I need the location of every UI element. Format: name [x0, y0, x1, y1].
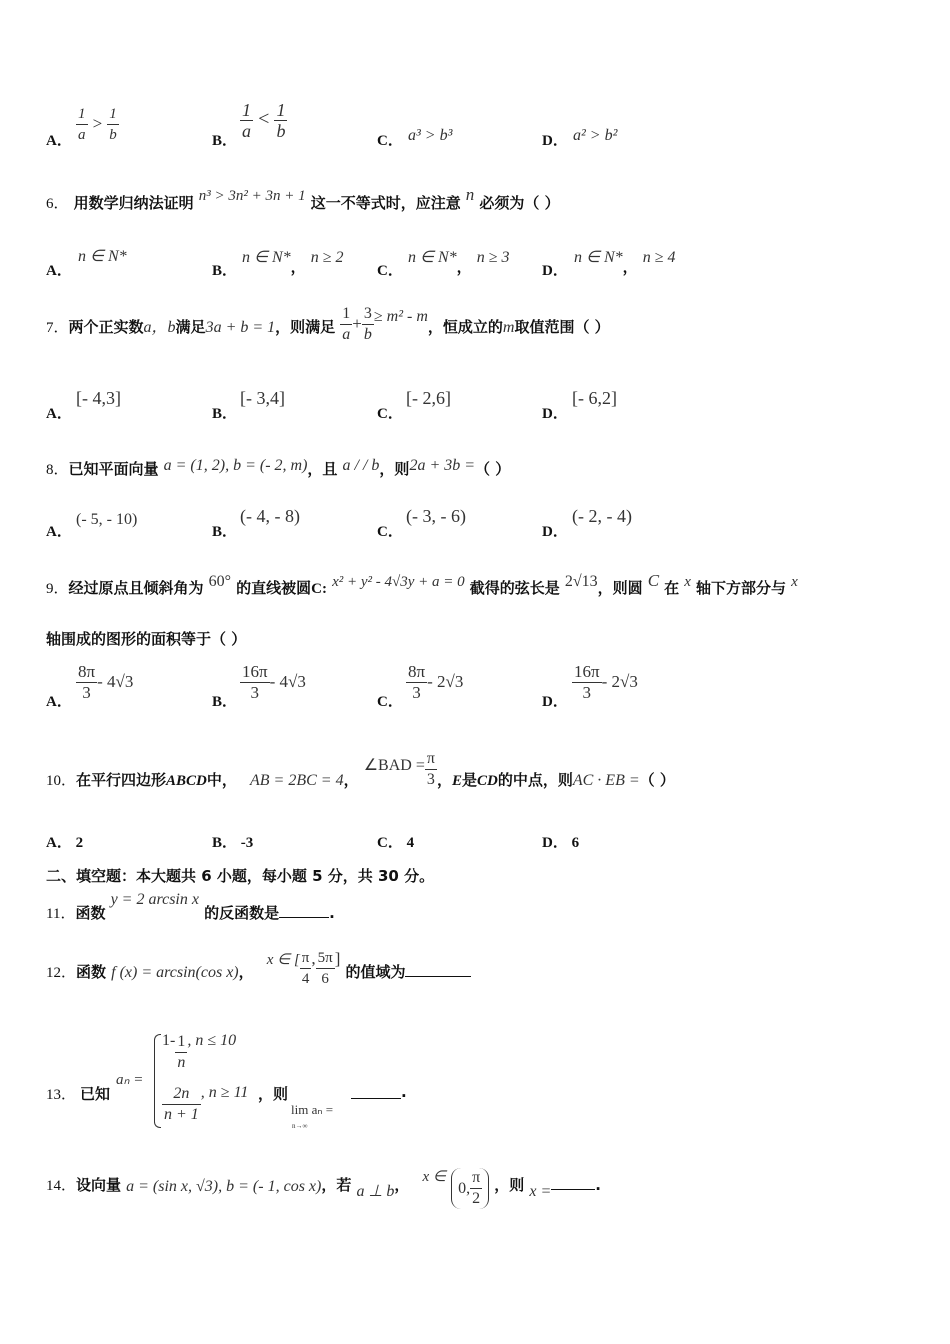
fraction: $\frac{5\pi}{6}$ — [317, 950, 333, 987]
fraction: $\frac{\pi}{2}$ — [472, 1169, 481, 1207]
question-number: 12． — [46, 965, 77, 981]
option-label: C． — [377, 263, 403, 279]
formula: f (x) = arcsin(cos x) — [111, 964, 239, 981]
option-d-expr: n ∈ N*， n ≥ 4 — [574, 249, 676, 276]
formula: a = (sin x, √3), b = (- 1, cos x) — [126, 1178, 322, 1195]
question-number: 6． — [46, 196, 69, 212]
option-label: C． — [377, 133, 403, 149]
option-label: C． — [377, 524, 403, 540]
option-a-expr: n ∈ N* — [78, 248, 127, 265]
option-label: A． — [46, 524, 72, 540]
answer-blank[interactable] — [279, 917, 329, 918]
option-label: D． — [542, 133, 568, 149]
option-b-expr: $\frac{1}{a}$ < $\frac{1}{b}$ — [242, 100, 286, 141]
question-6: 6． 用数学归纳法证明 n³ > 3n² + 3n + 1 这一不等式时，应注意 n 必须为（ ） — [46, 185, 560, 212]
option-label: B． — [212, 694, 238, 710]
option-label: B． — [212, 406, 238, 422]
question-10: 10．在平行四边形ABCD中， AB = 2BC = 4， ∠BAD = $\frac{\pi}{3}$ ，E是CD的中点，则AC · EB =（ ） — [46, 750, 675, 789]
option-a-expr: $\frac{8\pi}{3}$ - 4√3 — [78, 662, 134, 702]
fraction: $\frac{1}{b}$ — [276, 100, 286, 141]
question-14: 14．设向量 a = (sin x, √3), b = (- 1, cos x)，若 a ⊥ b， x ∈ 0, $\frac{\pi}{2}$ ，则 x = . — [46, 1169, 601, 1207]
fraction: $\frac{1}{b}$ — [109, 106, 117, 143]
fraction: $\frac{\pi}{3}$ — [426, 750, 435, 788]
option-label: C． — [377, 694, 403, 710]
question-9: 9．经过原点且倾斜角为 60° 的直线被圆C: x² + y² - 4√3y + a = 0 截得的弦长是 2√13，则圆 C 在 x 轴下方部分与 x — [46, 571, 798, 597]
option-label: B． — [212, 133, 238, 149]
option-label: A． — [46, 694, 72, 710]
case-2: $\frac{2n}{n + 1}$ , n ≥ 11 — [164, 1084, 249, 1123]
option-b-expr: [- 3,4] — [240, 388, 285, 408]
option-b-expr: (- 4, - 8) — [240, 506, 300, 526]
option-label: B． — [212, 524, 238, 540]
option-d-expr: $\frac{16\pi}{3}$ - 2√3 — [574, 662, 638, 702]
option-label: D． — [542, 694, 568, 710]
option-a-expr: [- 4,3] — [76, 388, 121, 408]
answer-blank[interactable] — [351, 1098, 401, 1099]
option-a-expr: $\frac{1}{a}$ > $\frac{1}{b}$ — [78, 106, 117, 143]
fraction: $\frac{16\pi}{3}$ — [242, 662, 268, 702]
fraction: $\frac{1}{a}$ — [242, 100, 251, 141]
option-label: D． — [542, 524, 568, 540]
fraction: $\frac{2n}{n + 1}$ — [164, 1085, 199, 1123]
fraction: $\frac{3}{b}$ — [363, 305, 372, 343]
fraction: $\frac{16\pi}{3}$ — [574, 662, 600, 702]
fraction: $\frac{1}{n}$ — [177, 1033, 186, 1071]
option-label: B． — [212, 263, 238, 279]
option-c-expr: n ∈ N*， n ≥ 3 — [408, 249, 510, 276]
option-label: D． — [542, 263, 568, 279]
question-number: 13． — [46, 1087, 77, 1103]
question-12: 12．函数 f (x) = arcsin(cos x)， x ∈ [ $\frac{\pi}{4}$ , $\frac{5\pi}{6}$ ] 的值域为 — [46, 948, 471, 989]
option-a: A． 2 — [46, 835, 84, 851]
option-d-expr: [- 6,2] — [572, 388, 617, 408]
option-d-expr: a² > b² — [573, 127, 618, 144]
fraction: $\frac{1}{a}$ — [342, 305, 351, 343]
interval: 0, $\frac{\pi}{2}$ — [451, 1168, 489, 1209]
option-a-expr: (- 5, - 10) — [76, 511, 138, 528]
option-b-expr: $\frac{16\pi}{3}$ - 4√3 — [242, 662, 306, 702]
option-c-expr: $\frac{8\pi}{3}$ - 2√3 — [408, 662, 464, 702]
section-heading: 二、填空题：本大题共 6 小题，每小题 5 分，共 30 分。 — [46, 867, 435, 885]
option-c-expr: (- 3, - 6) — [406, 506, 466, 526]
question-7: 7．两个正实数a，b满足3a + b = 1，则满足 $\frac{1}{a}$ + $\frac{3}{b}$ ≥ m² - m，恒成立的m取值范围（ ） — [46, 305, 610, 343]
question-number: 11． — [46, 906, 76, 922]
answer-blank[interactable] — [405, 976, 471, 977]
option-c-expr: a³ > b³ — [408, 127, 453, 144]
question-8: 8．已知平面向量 a = (1, 2), b = (- 2, m)，且 a / / b，则2a + 3b =（ ） — [46, 457, 511, 478]
question-9-line-2: 轴围成的图形的面积等于（ ） — [46, 630, 247, 648]
formula: n³ > 3n² + 3n + 1 — [198, 188, 306, 204]
question-number: 7． — [46, 320, 69, 336]
option-b: B． -3 — [212, 835, 254, 851]
option-label: A． — [46, 133, 72, 149]
question-number: 8． — [46, 462, 69, 478]
question-number: 9． — [46, 581, 69, 597]
case-1: 1- $\frac{1}{n}$ , n ≤ 10 — [162, 1032, 237, 1071]
fraction: $\frac{1}{a}$ — [78, 106, 86, 143]
option-d: D． 6 — [542, 835, 580, 851]
question-11: 11．函数 y = 2 arcsin x 的反函数是 . — [46, 891, 335, 922]
answer-blank[interactable] — [551, 1189, 595, 1190]
option-label: A． — [46, 406, 72, 422]
formula: y = 2 arcsin x — [110, 891, 199, 908]
option-label: D． — [542, 406, 568, 422]
option-d-expr: (- 2, - 4) — [572, 506, 632, 526]
fraction: $\frac{8\pi}{3}$ — [78, 662, 96, 702]
option-label: A． — [46, 263, 72, 279]
question-number: 14． — [46, 1178, 77, 1194]
option-b-expr: n ∈ N*， n ≥ 2 — [242, 249, 344, 276]
formula: a = (1, 2), b = (- 2, m) — [163, 457, 308, 474]
fraction: $\frac{8\pi}{3}$ — [408, 662, 426, 702]
formula: x² + y² - 4√3y + a = 0 — [332, 574, 465, 590]
option-c: C． 4 — [377, 835, 415, 851]
fraction: $\frac{\pi}{4}$ — [301, 950, 310, 987]
option-label: C． — [377, 406, 403, 422]
option-c-expr: [- 2,6] — [406, 388, 451, 408]
question-number: 10． — [46, 773, 77, 789]
